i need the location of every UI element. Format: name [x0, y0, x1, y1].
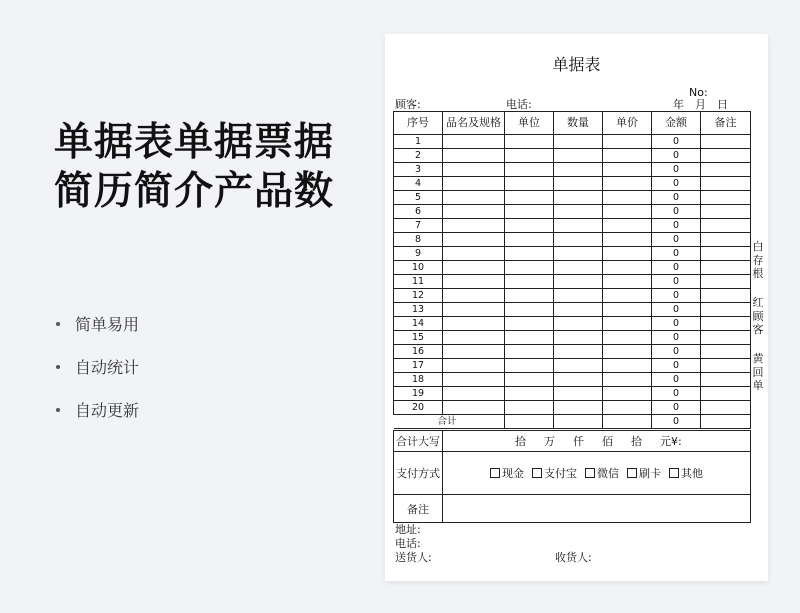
row-cell[interactable] — [603, 275, 652, 289]
row-cell[interactable] — [554, 331, 603, 345]
row-amount: 0 — [652, 247, 701, 261]
checkbox-icon — [490, 468, 500, 478]
phone2-label: 电话: — [395, 537, 421, 550]
row-cell[interactable] — [443, 345, 505, 359]
feature-label: 自动统计 — [75, 358, 140, 377]
payment-options — [443, 452, 751, 495]
row-amount: 0 — [652, 401, 701, 415]
row-cell[interactable] — [443, 177, 505, 191]
checkbox-icon — [669, 468, 679, 478]
table-row — [394, 303, 751, 317]
bullet-icon — [56, 408, 60, 412]
row-cell[interactable] — [443, 303, 505, 317]
uppercase-total-row — [394, 431, 751, 452]
row-index: 9 — [394, 247, 443, 261]
row-cell[interactable] — [443, 261, 505, 275]
table-row — [394, 387, 751, 401]
row-cell[interactable] — [443, 219, 505, 233]
row-cell[interactable] — [443, 135, 505, 149]
address-label: 地址: — [395, 523, 421, 536]
day-label: 日 — [717, 98, 728, 111]
row-cell[interactable] — [505, 289, 554, 303]
row-amount: 0 — [652, 331, 701, 345]
row-cell[interactable] — [603, 177, 652, 191]
row-cell[interactable] — [701, 359, 751, 373]
receiver-label: 收货人: — [555, 551, 592, 564]
row-amount: 0 — [652, 289, 701, 303]
row-cell[interactable] — [505, 135, 554, 149]
column-header: 单位 — [505, 112, 554, 135]
feature-item — [56, 357, 139, 400]
table-row — [394, 135, 751, 149]
row-cell[interactable] — [603, 387, 652, 401]
table-row — [394, 401, 751, 415]
row-index: 8 — [394, 233, 443, 247]
row-cell — [701, 415, 751, 429]
row-cell[interactable] — [443, 331, 505, 345]
receipt-document — [385, 34, 768, 581]
row-cell[interactable] — [701, 177, 751, 191]
row-cell[interactable] — [505, 191, 554, 205]
row-amount: 0 — [652, 191, 701, 205]
row-cell[interactable] — [443, 401, 505, 415]
row-amount: 0 — [652, 303, 701, 317]
hero-title-line-2: 简历简介产品数 — [54, 169, 335, 214]
table-row — [394, 205, 751, 219]
payment-label: 支付方式 — [394, 452, 443, 495]
row-cell — [554, 415, 603, 429]
column-header: 序号 — [394, 112, 443, 135]
row-amount: 0 — [652, 205, 701, 219]
row-cell[interactable] — [603, 247, 652, 261]
row-cell[interactable] — [554, 191, 603, 205]
row-cell[interactable] — [603, 219, 652, 233]
row-cell[interactable] — [603, 233, 652, 247]
payment-option-alipay[interactable]: 支付宝 — [532, 467, 577, 480]
row-amount: 0 — [652, 387, 701, 401]
row-cell[interactable] — [701, 401, 751, 415]
row-cell[interactable] — [505, 373, 554, 387]
column-header: 备注 — [701, 112, 751, 135]
uppercase-total-label: 合计大写 — [394, 431, 443, 452]
row-index: 6 — [394, 205, 443, 219]
row-amount: 0 — [652, 233, 701, 247]
row-cell[interactable] — [603, 303, 652, 317]
row-cell[interactable] — [603, 331, 652, 345]
row-cell[interactable] — [505, 233, 554, 247]
table-row — [394, 345, 751, 359]
row-cell[interactable] — [505, 163, 554, 177]
row-cell[interactable] — [554, 149, 603, 163]
row-cell[interactable] — [603, 359, 652, 373]
row-amount: 0 — [652, 163, 701, 177]
row-cell[interactable] — [701, 191, 751, 205]
table-row — [394, 275, 751, 289]
row-index: 3 — [394, 163, 443, 177]
year-label: 年 — [673, 98, 684, 111]
row-cell[interactable] — [701, 163, 751, 177]
feature-list — [56, 314, 139, 443]
row-cell[interactable] — [554, 261, 603, 275]
row-index: 20 — [394, 401, 443, 415]
row-cell[interactable] — [443, 359, 505, 373]
row-index: 12 — [394, 289, 443, 303]
payment-row — [394, 452, 751, 495]
row-cell[interactable] — [505, 317, 554, 331]
hero-title-line-1: 单据表单据票据 — [54, 120, 335, 165]
row-cell[interactable] — [443, 149, 505, 163]
table-row — [394, 149, 751, 163]
unit-label: 拾 — [631, 435, 642, 448]
row-cell[interactable] — [603, 261, 652, 275]
row-cell[interactable] — [505, 303, 554, 317]
row-cell[interactable] — [701, 219, 751, 233]
row-cell[interactable] — [701, 135, 751, 149]
checkbox-icon — [585, 468, 595, 478]
row-cell[interactable] — [443, 275, 505, 289]
row-cell[interactable] — [603, 289, 652, 303]
row-cell[interactable] — [701, 331, 751, 345]
row-cell[interactable] — [554, 177, 603, 191]
row-cell[interactable] — [443, 373, 505, 387]
row-cell[interactable] — [505, 261, 554, 275]
row-cell[interactable] — [443, 387, 505, 401]
unit-label: 佰 — [602, 435, 613, 448]
row-cell[interactable] — [505, 219, 554, 233]
row-cell[interactable] — [554, 135, 603, 149]
row-amount: 0 — [652, 275, 701, 289]
row-amount: 0 — [652, 359, 701, 373]
unit-label: 仟 — [573, 435, 584, 448]
month-label: 月 — [695, 98, 706, 111]
total-amount: 0 — [652, 415, 701, 429]
row-cell[interactable] — [554, 275, 603, 289]
row-cell[interactable] — [603, 345, 652, 359]
unit-label: 万 — [544, 435, 555, 448]
bullet-icon — [56, 365, 60, 369]
row-cell[interactable] — [603, 149, 652, 163]
row-index: 13 — [394, 303, 443, 317]
row-index: 17 — [394, 359, 443, 373]
row-cell[interactable] — [505, 387, 554, 401]
column-header: 金额 — [652, 112, 701, 135]
row-amount: 0 — [652, 373, 701, 387]
row-amount: 0 — [652, 149, 701, 163]
row-index: 16 — [394, 345, 443, 359]
total-label: 合计 — [394, 415, 505, 429]
row-cell[interactable] — [554, 345, 603, 359]
row-cell[interactable] — [505, 177, 554, 191]
column-header: 品名及规格 — [443, 112, 505, 135]
row-cell[interactable] — [554, 373, 603, 387]
table-row — [394, 317, 751, 331]
unit-label: 拾 — [515, 435, 526, 448]
item-table — [393, 111, 751, 429]
row-cell — [603, 415, 652, 429]
row-index: 4 — [394, 177, 443, 191]
row-cell[interactable] — [554, 317, 603, 331]
row-index: 19 — [394, 387, 443, 401]
row-cell[interactable] — [443, 191, 505, 205]
row-cell[interactable] — [603, 163, 652, 177]
row-cell[interactable] — [554, 387, 603, 401]
row-cell[interactable] — [603, 205, 652, 219]
row-cell[interactable] — [603, 317, 652, 331]
row-cell[interactable] — [554, 205, 603, 219]
feature-item — [56, 314, 139, 357]
row-cell[interactable] — [701, 233, 751, 247]
row-cell[interactable] — [701, 205, 751, 219]
row-index: 7 — [394, 219, 443, 233]
row-cell[interactable] — [505, 247, 554, 261]
row-cell[interactable] — [554, 233, 603, 247]
row-cell[interactable] — [701, 261, 751, 275]
customer-label: 顾客: — [395, 98, 421, 111]
column-header: 数量 — [554, 112, 603, 135]
row-index: 11 — [394, 275, 443, 289]
row-amount: 0 — [652, 261, 701, 275]
table-row — [394, 247, 751, 261]
row-cell — [505, 415, 554, 429]
row-amount: 0 — [652, 345, 701, 359]
row-cell[interactable] — [505, 331, 554, 345]
row-cell[interactable] — [505, 401, 554, 415]
payment-option-other[interactable]: 其他 — [669, 467, 703, 480]
row-cell[interactable] — [505, 275, 554, 289]
phone-label: 电话: — [506, 98, 532, 111]
row-amount: 0 — [652, 219, 701, 233]
row-cell[interactable] — [701, 345, 751, 359]
row-cell[interactable] — [603, 373, 652, 387]
row-cell[interactable] — [701, 303, 751, 317]
unit-label: 元¥: — [660, 435, 682, 448]
row-index: 18 — [394, 373, 443, 387]
row-cell[interactable] — [443, 247, 505, 261]
row-cell[interactable] — [701, 149, 751, 163]
copy-label-yellow: 黄 回 单 — [752, 352, 764, 392]
bullet-icon — [56, 322, 60, 326]
row-amount: 0 — [652, 177, 701, 191]
table-row — [394, 233, 751, 247]
row-amount: 0 — [652, 317, 701, 331]
remark-label: 备注 — [394, 495, 443, 523]
table-row — [394, 373, 751, 387]
sender-label: 送货人: — [395, 551, 432, 564]
document-title: 单据表 — [552, 55, 601, 74]
table-row — [394, 163, 751, 177]
total-row — [394, 415, 751, 429]
table-row — [394, 177, 751, 191]
row-index: 10 — [394, 261, 443, 275]
row-cell[interactable] — [505, 205, 554, 219]
row-cell[interactable] — [443, 289, 505, 303]
row-cell[interactable] — [603, 135, 652, 149]
row-cell[interactable] — [554, 163, 603, 177]
number-label: No: — [689, 86, 708, 99]
hero-title — [54, 118, 354, 216]
row-cell[interactable] — [554, 247, 603, 261]
row-cell[interactable] — [701, 387, 751, 401]
table-row — [394, 331, 751, 345]
remark-row — [394, 495, 751, 523]
row-cell[interactable] — [603, 401, 652, 415]
row-cell[interactable] — [554, 401, 603, 415]
row-cell[interactable] — [554, 219, 603, 233]
table-row — [394, 191, 751, 205]
row-cell[interactable] — [701, 275, 751, 289]
row-cell[interactable] — [443, 317, 505, 331]
payment-option-card[interactable]: 刷卡 — [627, 467, 661, 480]
table-row — [394, 219, 751, 233]
row-index: 1 — [394, 135, 443, 149]
row-index: 5 — [394, 191, 443, 205]
copy-label-white: 白 存 根 — [752, 240, 764, 280]
row-cell[interactable] — [554, 359, 603, 373]
row-cell[interactable] — [443, 205, 505, 219]
row-cell[interactable] — [505, 345, 554, 359]
row-cell[interactable] — [443, 163, 505, 177]
row-cell[interactable] — [701, 247, 751, 261]
row-index: 2 — [394, 149, 443, 163]
feature-item — [56, 400, 139, 443]
row-cell[interactable] — [603, 191, 652, 205]
checkbox-icon — [627, 468, 637, 478]
remark-field[interactable] — [443, 495, 751, 523]
row-index: 14 — [394, 317, 443, 331]
row-index: 15 — [394, 331, 443, 345]
table-row — [394, 289, 751, 303]
table-row — [394, 359, 751, 373]
row-amount: 0 — [652, 135, 701, 149]
feature-label: 自动更新 — [75, 401, 140, 420]
row-cell[interactable] — [701, 289, 751, 303]
payment-option-cash[interactable]: 现金 — [490, 467, 524, 480]
row-cell[interactable] — [505, 149, 554, 163]
table-row — [394, 261, 751, 275]
payment-option-wechat[interactable]: 微信 — [585, 467, 619, 480]
feature-label: 简单易用 — [75, 315, 140, 334]
table-header-row — [394, 112, 751, 135]
row-cell[interactable] — [505, 359, 554, 373]
row-cell[interactable] — [701, 373, 751, 387]
uppercase-total-field — [443, 431, 751, 452]
checkbox-icon — [532, 468, 542, 478]
copy-label-red: 红 顾 客 — [752, 296, 764, 336]
column-header: 单价 — [603, 112, 652, 135]
row-cell[interactable] — [443, 233, 505, 247]
row-cell[interactable] — [554, 289, 603, 303]
row-cell[interactable] — [701, 317, 751, 331]
summary-table — [393, 430, 751, 523]
row-cell[interactable] — [554, 303, 603, 317]
